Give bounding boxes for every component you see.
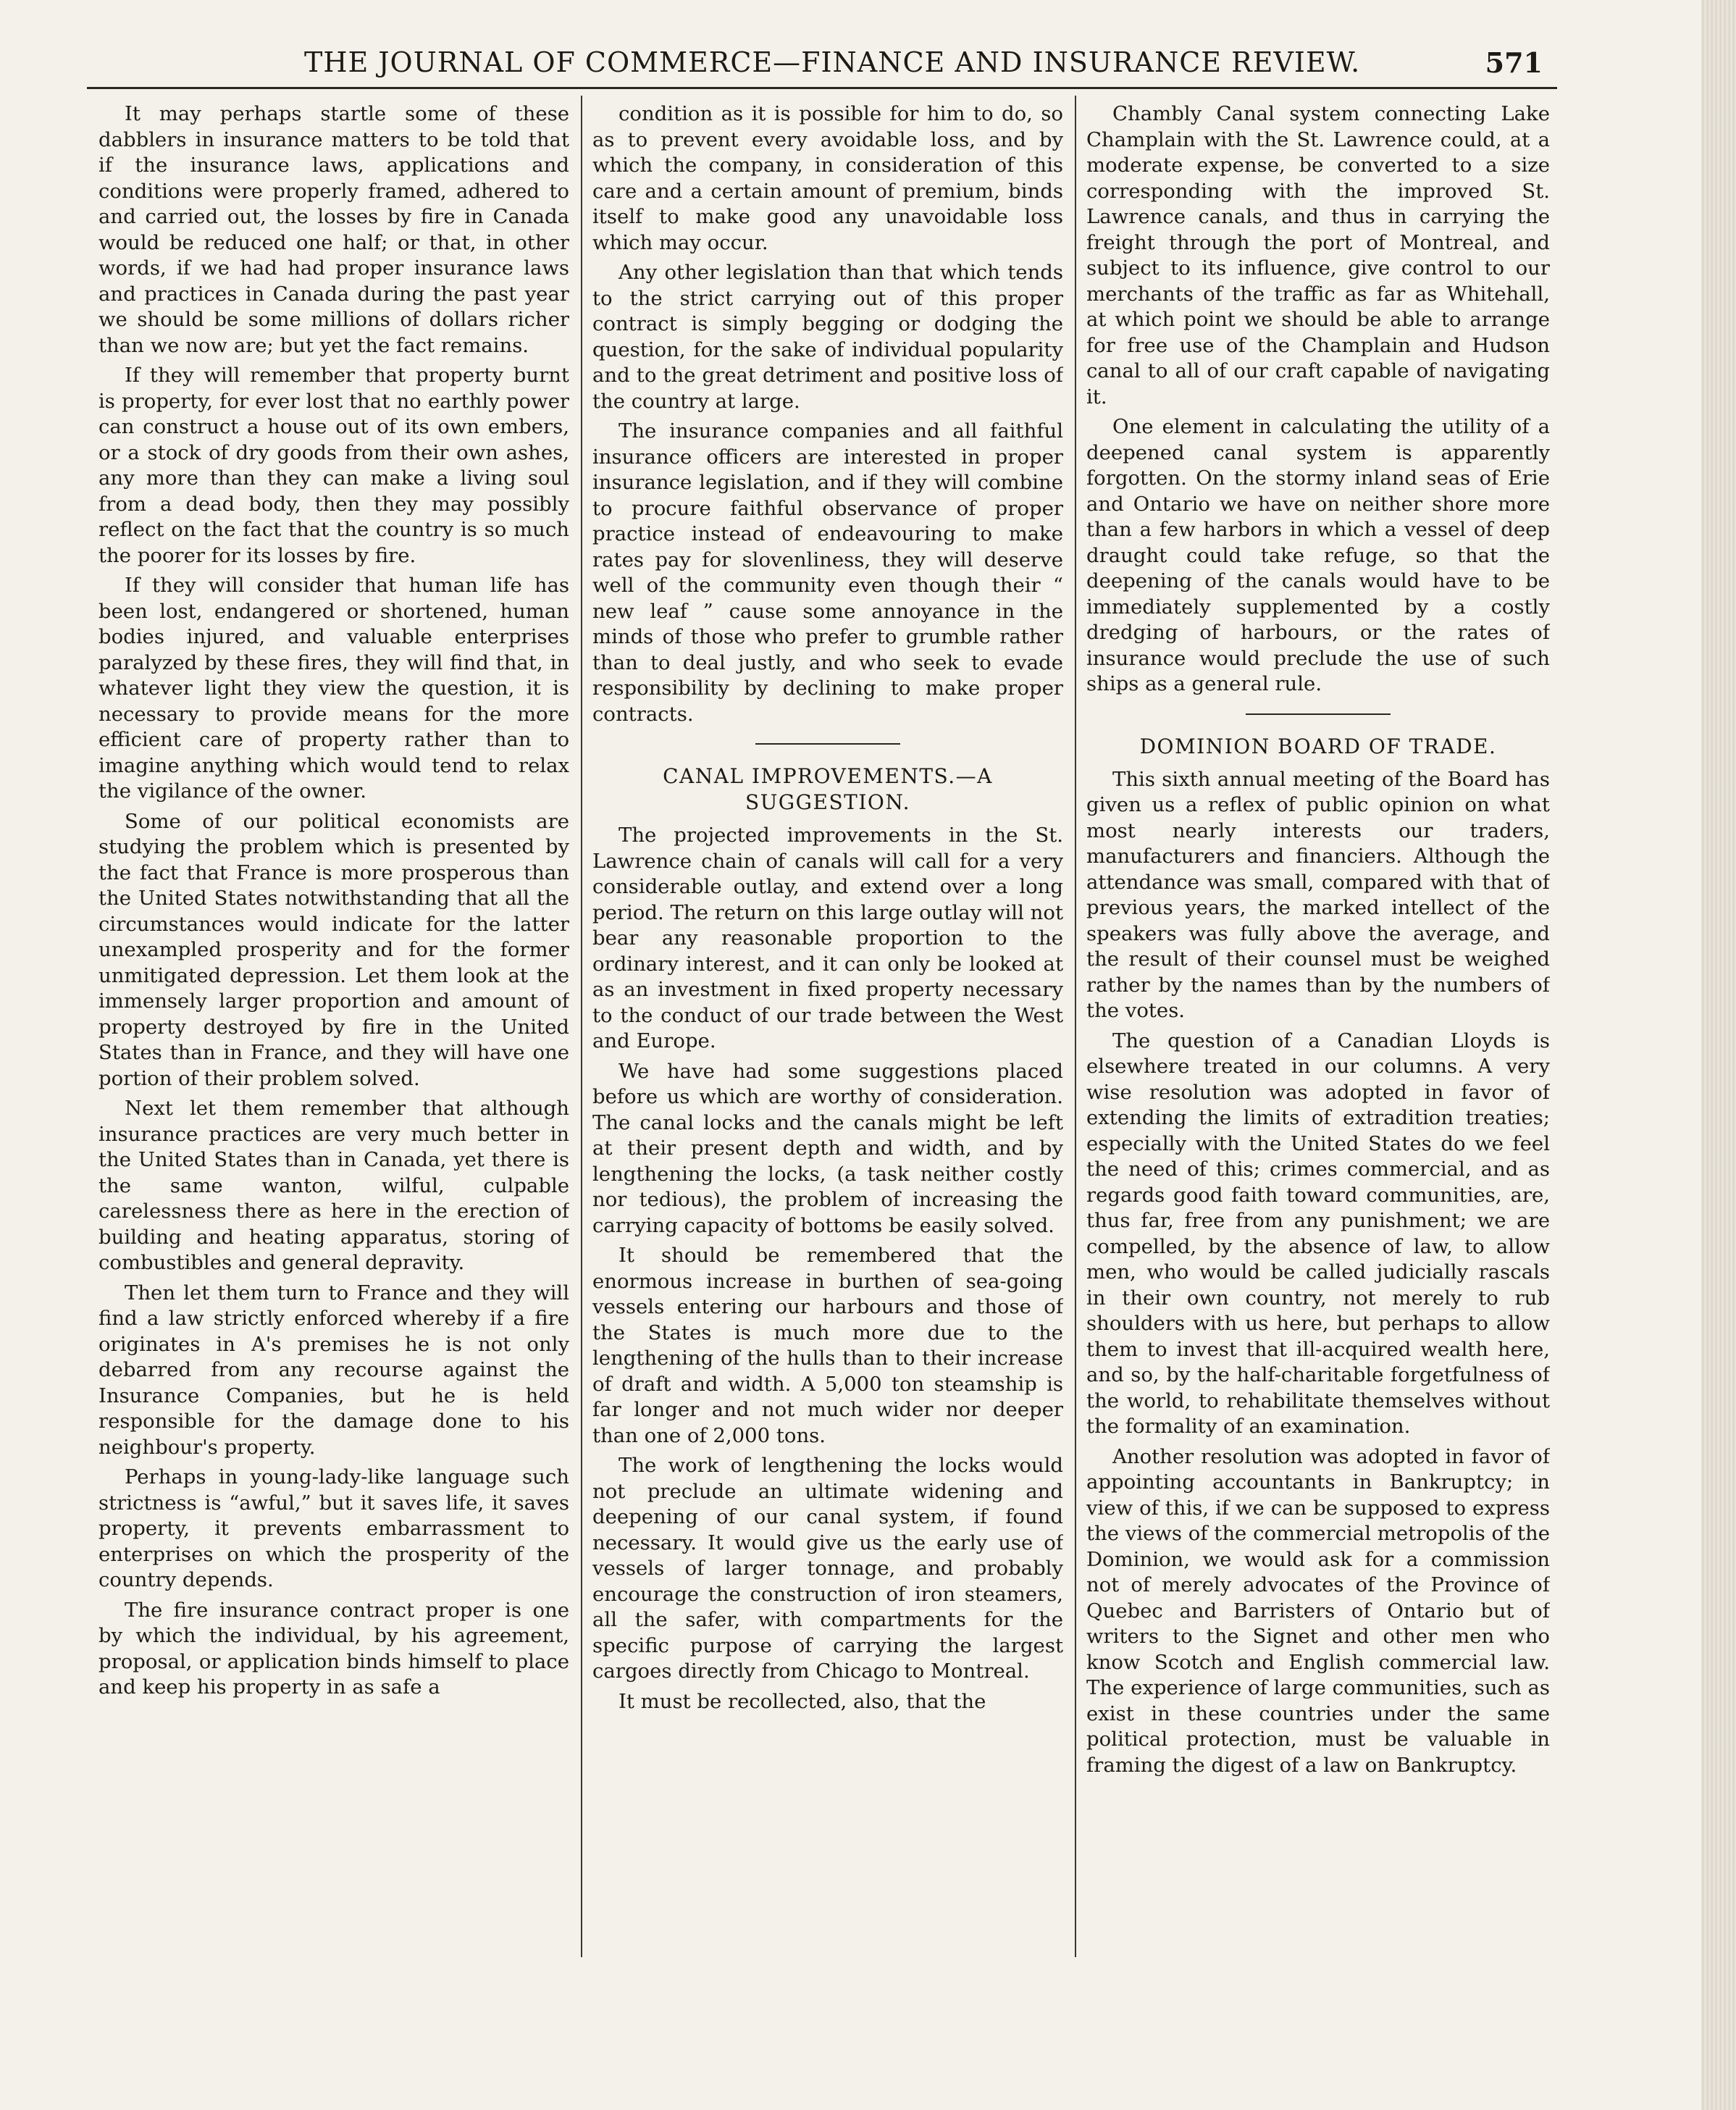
- paragraph: The fire insurance contract proper is one by which the individual, by his agreement, proposal, or application binds himself to place and keep his property in as safe a: [98, 1598, 569, 1699]
- column-1: [98, 101, 569, 1956]
- paragraph: Another resolution was adopted in favor of appointing accountants in Bankruptcy; in view of this, if we can be supposed to express the views of the commercial metropolis of the Dominion, we would ask for a commission not of merely advocates of the Province of Quebec and Barristers of Ontario but of writers to the Signet and other men who know Scotch and English commercial law. The experience of large communities, such as exist in these countries under the same political protection, must be valuable in framing the digest of a law on Bankruptcy.: [1086, 1444, 1550, 1777]
- paragraph: Chambly Canal system connecting Lake Champlain with the St. Lawrence could, at a moderate expense, be converted to a size corresponding with the improved St. Lawrence canals, and thus in carrying the freight through the port of Montreal, and subject to its influence, give control to our merchants of the traffic as far as Whitehall, at which point we should be able to arrange for free use of the Champlain and Hudson canal to all of our craft capable of navigating it.: [1086, 102, 1550, 409]
- paragraph: Some of our political economists are studying the problem which is presented by the fact that France is more prosperous than the United States notwithstanding that all the circumstances would indicate for the latter unexampled prosperity and for the former unmitigated depression. Let them look at the immensely larger proportion and amount of property destroyed by fire in the United States than in France, and they will have one portion of their problem solved.: [98, 809, 569, 1090]
- paragraph: Perhaps in young-lady-like language such strictness is “awful,” but it saves life, it saves property, it prevents embarrassment to enterprises on which the prosperity of the country depends.: [98, 1465, 569, 1591]
- page-number: 571: [1485, 46, 1543, 79]
- section-heading: DOMINION BOARD OF TRADE.: [1139, 734, 1497, 758]
- section-heading: CANAL IMPROVEMENTS.—A SUGGESTION.: [663, 764, 993, 814]
- paragraph: It must be recollected, also, that the: [618, 1689, 986, 1713]
- section-rule: [1246, 713, 1391, 715]
- paragraph: It may perhaps startle some of these dabblers in insurance matters to be told that if the insurance laws, applications and conditions were properly framed, adhered to and carried out, the losses by fire in Canada would be reduced one half; or that, in other words, if we had had proper insurance laws and practices in Canada during the past year we should be some millions of dollars richer than we now are; but yet the fact remains.: [98, 102, 569, 357]
- paragraph: Then let them turn to France and they will find a law strictly enforced whereby if a fire originates in A's premises he is not only debarred from any recourse against the Insurance Companies, but he is held responsible for the damage done to his neighbour's property.: [98, 1281, 569, 1459]
- section-rule: [755, 743, 900, 745]
- paragraph: condition as it is possible for him to do, so as to prevent every avoidable loss, and by which the company, in consideration of this care and a certain amount of premium, binds itself to make good any unavoidable loss which may occur.: [592, 102, 1063, 254]
- paragraph: The question of a Canadian Lloyds is elsewhere treated in our columns. A very wise resolution was adopted in favor of extending the limits of extradition treaties; especially with the United States do we feel the need of this; crimes commercial, and as regards good faith toward communities, are, thus far, free from any punishment; we are compelled, by the absence of law, to allow men, who would be called judicially rascals in their own country, not merely to rub shoulders with us here, but perhaps to allow them to invest that ill-acquired wealth here, and so, by the half-charitable forgetfulness of the world, to rehabilitate themselves without the formality of an examination.: [1086, 1029, 1550, 1438]
- column-3: [1086, 101, 1550, 1956]
- column-divider: [1075, 96, 1076, 1957]
- running-title: THE JOURNAL OF COMMERCE—FINANCE AND INSURANCE REVIEW.: [304, 46, 1361, 78]
- column-divider: [581, 96, 582, 1957]
- paragraph: One element in calculating the utility of a deepened canal system is apparently forgotten. On the stormy inland seas of Erie and Ontario we have on neither shore more than a few harbors in which a vessel of deep draught could take refuge, so that the deepening of the canals would have to be immediately supplemented by a costly dredging of harbours, or the rates of insurance would preclude the use of such ships as a general rule.: [1086, 415, 1550, 695]
- paragraph: The work of lengthening the locks would not preclude an ultimate widening and deepening of our canal system, if found necessary. It would give us the early use of vessels of larger tonnage, and probably encourage the construction of iron steamers, all the safer, with compartments for the specific purpose of carrying the largest cargoes directly from Chicago to Montreal.: [592, 1454, 1063, 1683]
- header-rule: [87, 87, 1557, 89]
- page-header: [87, 46, 1543, 90]
- column-2: [592, 101, 1063, 1956]
- paragraph: The insurance companies and all faithful insurance officers are interested in proper insurance legislation, and if they will combine to procure faithful observance of proper practice instead of endeavouring to make rates pay for slovenliness, they will deserve well of the community even though their “ new leaf ” cause some annoyance in the minds of those who prefer to grumble rather than to deal justly, and who seek to evade responsibility by declining to make proper contracts.: [592, 419, 1063, 726]
- paragraph: Any other legislation than that which tends to the strict carrying out of this proper contract is simply begging or dodging the question, for the sake of individual popularity and to the great detriment and positive loss of the country at large.: [592, 261, 1063, 413]
- paragraph: If they will consider that human life has been lost, endangered or shortened, human bodies injured, and valuable enterprises paralyzed by these fires, they will find that, in whatever light they view the question, it is necessary to provide means for the more efficient care of property rather than to imagine anything which would tend to relax the vigilance of the owner.: [98, 574, 569, 803]
- paragraph: Next let them remember that although insurance practices are very much better in the United States than in Canada, yet there is the same wanton, wilful, culpable carelessness there as here in the erection of building and heating apparatus, storing of combustibles and general depravity.: [98, 1097, 569, 1274]
- paragraph: It should be remembered that the enormous increase in burthen of sea-going vessels entering our harbours and those of the States is much more due to the lengthening of the hulls than to their increase of draft and width. A 5,000 ton steamship is far longer and not much wider nor deeper than one of 2,000 tons.: [592, 1244, 1063, 1447]
- page-edge: [1701, 0, 1736, 2110]
- paragraph: This sixth annual meeting of the Board has given us a reflex of public opinion on what most nearly interests our traders, manufacturers and financiers. Although the attendance was small, compared with that of previous years, the marked intellect of the speakers was fully above the average, and the result of their counsel must be weighed rather by the names than by the numbers of the votes.: [1086, 767, 1550, 1022]
- paragraph: The projected improvements in the St. Lawrence chain of canals will call for a very considerable outlay, and extend over a long period. The return on this large outlay will not bear any reasonable proportion to the ordinary interest, and it can only be looked at as an investment in fixed property necessary to the conduct of our trade between the West and Europe.: [592, 824, 1063, 1052]
- paragraph: If they will remember that property burnt is property, for ever lost that no earthly power can construct a house out of its own embers, or a stock of dry goods from their own ashes, any more than they can make a living soul from a dead body, then they may possibly reflect on the fact that the country is so much the poorer for its losses by fire.: [98, 364, 569, 567]
- paragraph: We have had some suggestions placed before us which are worthy of consideration. The canal locks and the canals might be left at their present depth and width, and by lengthening the locks, (a task neither costly nor tedious), the problem of increasing the carrying capacity of bottoms be easily solved.: [592, 1059, 1063, 1237]
